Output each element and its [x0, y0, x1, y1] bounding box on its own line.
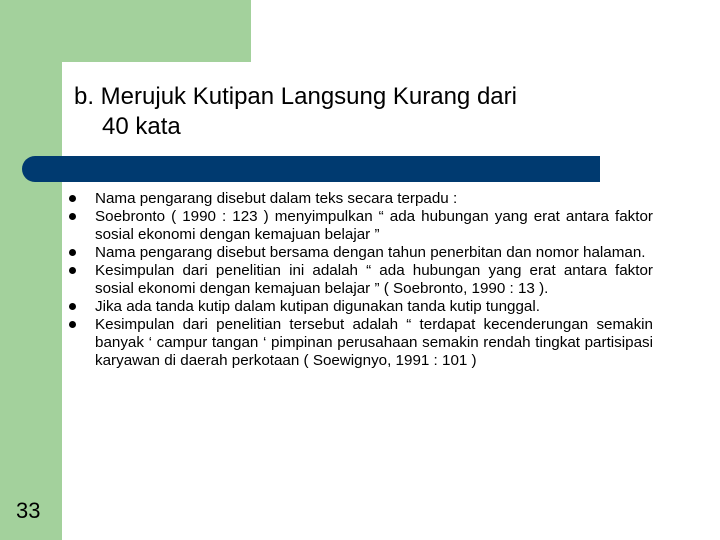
slide-title-line-2: 40 kata — [102, 113, 181, 140]
bullet-dot-icon — [69, 303, 76, 310]
slide-title — [74, 82, 674, 142]
bullet-text: Soebronto ( 1990 : 123 ) menyimpulkan “ ada hubungan yang erat antara faktor sosial ekonomi dengan kemajuan belajar ” — [95, 208, 653, 243]
slide-title-line-1: b. Merujuk Kutipan Langsung Kurang dari — [74, 83, 517, 110]
bullet-item — [68, 262, 653, 298]
bullet-list — [68, 190, 653, 370]
green-top-block — [0, 0, 251, 62]
bullet-text: Kesimpulan dari penelitian tersebut adalah “ terdapat kecenderungan semakin banyak ‘ campur tangan ‘ pimpinan perusahaan semakin rendah tingkat partisipasi karyawan di daerah perkotaan ( Soewignyo, 1991 : 101 ) — [95, 316, 653, 369]
bullet-text: Kesimpulan dari penelitian ini adalah “ ada hubungan yang erat antara faktor sosial ekonomi dengan kemajuan belajar ” ( Soebronto, 1990 : 13 ). — [95, 262, 653, 297]
bullet-item — [68, 316, 653, 370]
bullet-item — [68, 208, 653, 244]
green-title-strip — [0, 62, 62, 155]
bullet-item — [68, 298, 653, 316]
bullet-item — [68, 190, 653, 208]
bullet-dot-icon — [69, 249, 76, 256]
title-divider-bar — [22, 156, 600, 182]
bullet-item — [68, 244, 653, 262]
bullet-dot-icon — [69, 321, 76, 328]
bullet-text: Nama pengarang disebut bersama dengan tahun penerbitan dan nomor halaman. — [95, 244, 646, 261]
bullet-text: Jika ada tanda kutip dalam kutipan digunakan tanda kutip tunggal. — [95, 298, 540, 315]
bullet-dot-icon — [69, 195, 76, 202]
bullet-dot-icon — [69, 213, 76, 220]
page-number: 33 — [16, 498, 41, 523]
bullet-dot-icon — [69, 267, 76, 274]
bullet-text: Nama pengarang disebut dalam teks secara terpadu : — [95, 190, 458, 207]
